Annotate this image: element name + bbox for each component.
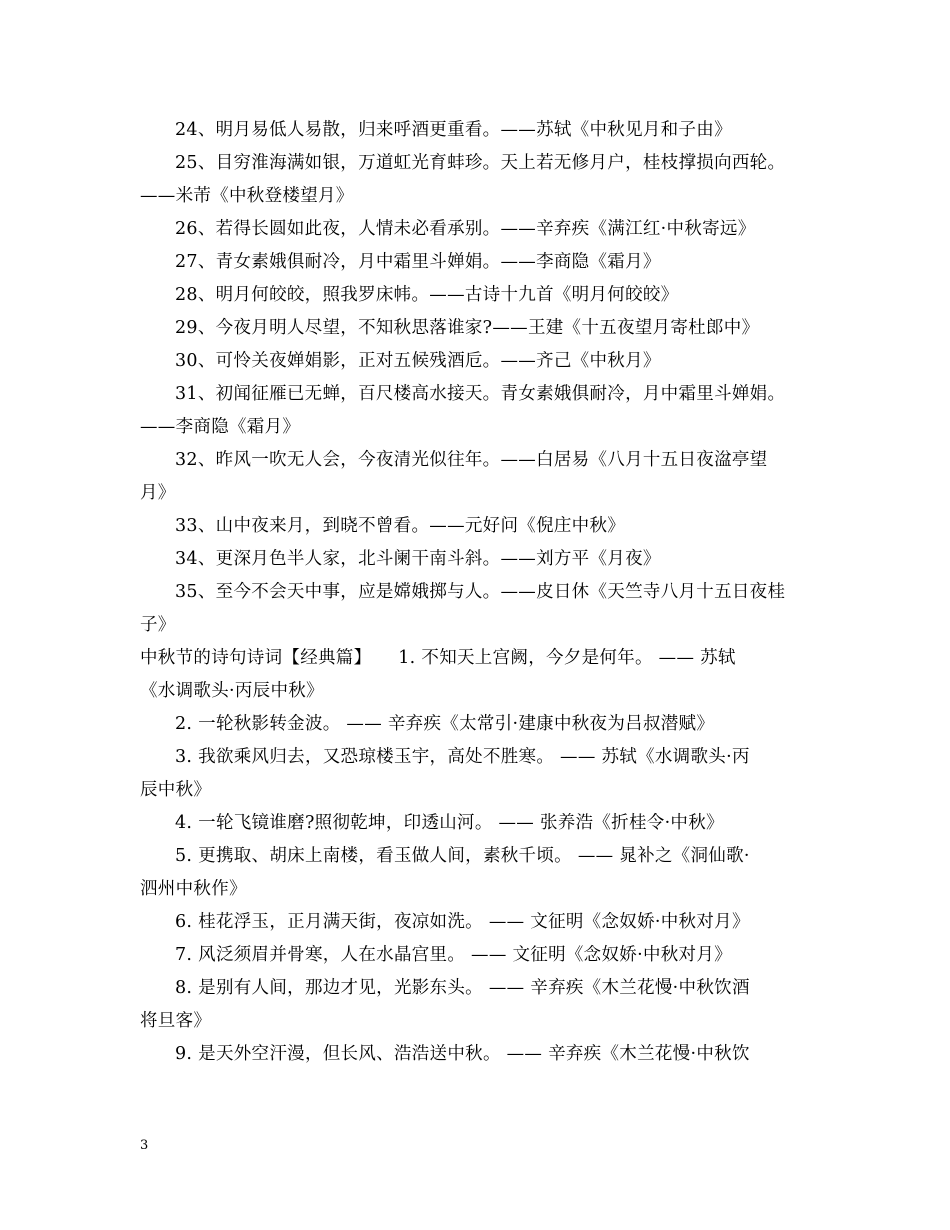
text-line: 6. 桂花浮玉，正月满天街，夜凉如洗。 —— 文征明《念奴娇·中秋对月》 xyxy=(175,912,750,932)
text-line: ——米芾《中秋登楼望月》 xyxy=(140,186,354,206)
text-line: 5. 更携取、胡床上南楼，看玉做人间，素秋千顷。 —— 晁补之《洞仙歌· xyxy=(175,846,750,866)
text-line: 26、若得长圆如此夜，人情未必看承别。——辛弃疾《满江红·中秋寄远》 xyxy=(175,219,756,239)
text-line: 30、可怜关夜婵娟影，正对五候残酒卮。——齐己《中秋月》 xyxy=(175,351,661,371)
text-line: 33、山中夜来月，到晓不曾看。——元好问《倪庄中秋》 xyxy=(175,516,626,536)
text-line: 中秋节的诗句诗词【经典篇】 1. 不知天上宫阙，今夕是何年。 —— 苏轼 xyxy=(140,648,736,668)
text-line: 27、青女素娥俱耐冷，月中霜里斗婵娟。——李商隐《霜月》 xyxy=(175,252,661,272)
text-line: 24、明月易低人易散，归来呼酒更重看。——苏轼《中秋见月和子由》 xyxy=(175,120,732,140)
text-line: 32、昨风一吹无人会，今夜清光似往年。——白居易《八月十五日夜湓亭望 xyxy=(175,450,768,470)
text-line: 辰中秋》 xyxy=(140,780,212,800)
text-line: 34、更深月色半人家，北斗阑干南斗斜。——刘方平《月夜》 xyxy=(175,549,661,569)
text-line: 8. 是别有人间，那边才见，光影东头。 —— 辛弃疾《木兰花慢·中秋饮酒 xyxy=(175,978,750,998)
text-line: 31、初闻征雁已无蝉，百尺楼高水接天。青女素娥俱耐冷，月中霜里斗婵娟。 xyxy=(175,384,786,404)
text-line: 7. 风泛须眉并骨寒，人在水晶宫里。 —— 文征明《念奴娇·中秋对月》 xyxy=(175,945,732,965)
text-line: 泗州中秋作》 xyxy=(140,879,247,899)
text-line: 4. 一轮飞镜谁磨?照彻乾坤，印透山河。 —— 张养浩《折桂令·中秋》 xyxy=(175,813,724,833)
text-line: 月》 xyxy=(140,483,176,503)
text-line: 《水调歌头·丙辰中秋》 xyxy=(140,681,324,701)
text-line: 2. 一轮秋影转金波。 —— 辛弃疾《太常引·建康中秋夜为吕叔潜赋》 xyxy=(175,714,715,734)
text-line: 3. 我欲乘风归去，又恐琼楼玉宇，高处不胜寒。 —— 苏轼《水调歌头·丙 xyxy=(175,747,750,767)
text-line: 子》 xyxy=(140,615,176,635)
text-line: 25、目穷淮海满如银，万道虹光育蚌珍。天上若无修月户，桂枝撑损向西轮。 xyxy=(175,153,786,173)
document-body xyxy=(140,114,812,1071)
text-line: 29、今夜月明人尽望，不知秋思落谁家?——王建《十五夜望月寄杜郎中》 xyxy=(175,318,760,338)
text-line: ——李商隐《霜月》 xyxy=(140,417,301,437)
text-line: 将旦客》 xyxy=(140,1011,212,1031)
page-number: 3 xyxy=(140,1138,149,1153)
text-line: 28、明月何皎皎，照我罗床帏。——古诗十九首《明月何皎皎》 xyxy=(175,285,679,305)
text-line: 9. 是天外空汗漫，但长风、浩浩送中秋。 —— 辛弃疾《木兰花慢·中秋饮 xyxy=(175,1044,750,1064)
text-line: 35、至今不会天中事，应是嫦娥掷与人。——皮日休《天竺寺八月十五日夜桂 xyxy=(175,582,786,602)
